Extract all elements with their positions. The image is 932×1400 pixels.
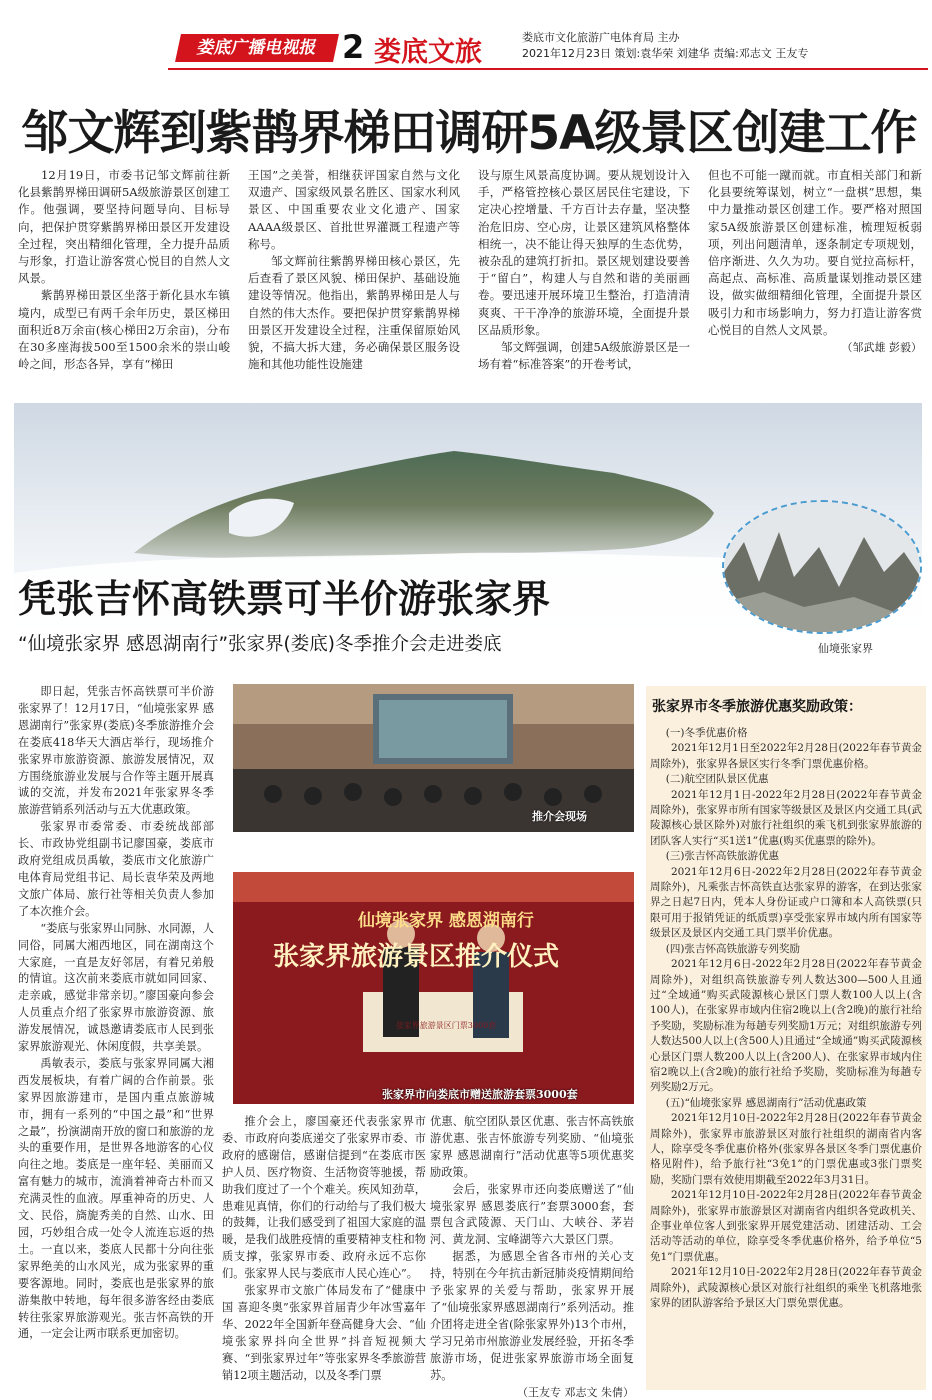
paragraph: “娄底与张家界山同脉、水同源，人同俗，同属大湘西地区，同在湖南这个大家庭，一直是友好邻居，有着兄弟般的情谊。这次前来娄底市就如同回家、走亲戚，感觉非常亲切。”廖国豪向参会人员重点介绍了张家界市旅游资源、旅游发展情况，诚恳邀请娄底市人民到张家界旅游观光、休闲度假，共享美景。 [18, 921, 214, 1054]
photo2-caption: 张家界市向娄底市赠送旅游套票3000套 [382, 1088, 578, 1101]
article2-column-1 [18, 684, 214, 1343]
masthead-info [522, 30, 808, 62]
policy-heading: (四)张吉怀高铁旅游专列奖励 [665, 942, 800, 955]
policy-text: 2021年12月6日-2022年2月28日(2022年春节黄金周除外)，凡乘张吉怀高铁直达张家界的游客，在到达张家界之日起7日内，凭本人身份证或户口簿和本人高铁票(只限可用于报销凭证的纸质票)享受张家界市域内所有国家等级景区及景区内交通工具门票半价优惠。 [650, 865, 922, 940]
policy-text: 2021年12月10日-2022年2月28日(2022年春节黄金周除外)，张家界市旅游景区对旅行社组织的湖南省内客人，除享受冬季优惠价格外(张家界各景区冬季门票优惠价格见附件)，给予旅行社“3免1”的门票优惠或3张门票奖励，奖励门票有效使用期截至2022年3月31日。 [650, 1112, 922, 1186]
paragraph: 禹敏表示，娄底与张家界同属大湘西发展板块，有着广阔的合作前景。张家界因旅游建市，是国内重点旅游城市，拥有一系列的“中国之最”和“世界之最”，扮演湖南开放的窗口和旅游的龙头的重要作用，是世界各地游客的心仪向往之地。娄底是一座年轻、美丽而又富有魅力的城市，流淌着神奇古朴而又充满灵性的血液。厚重神奇的历史、人文、民俗，旖旎秀美的自然、山水、田园，巧妙组合成一处令人流连忘返的热土。一直以来，娄底人民都十分向往张家界绝美的山水风光，成为张家界的重要客源地。同时，娄底也是张家界的旅游集散中转地，每年很多游客经由娄底转往张家界旅游观光。张吉怀高铁的开通，一定会让两市联系更加密切。 [18, 1056, 214, 1341]
paragraph: 推介会上，廖国豪还代表张家界市委、市政府向娄底递交了张家界市委、市政府的感谢信，感谢信提到“在娄底市医护人员、医疗物资、生活物资等驰援，帮助我们度过了一个个难关。疾风知劲草，患难见真情，你们的行动给与了我们极大的鼓舞，让我们感受到了祖国大家庭的温暖，是我们战胜疫情的重要精神支柱和物质支撑，张家界市委、政府永远不忘你们。张家界人民与娄底市人民心连心”。 [222, 1115, 426, 1281]
policy-text: 2021年12月10日-2022年2月28日(2022年春节黄金周除外)，武陵源核心景区对旅行社组织的乘坐飞机落地张家界的团队游客给予景区大门票免票优惠。 [650, 1266, 922, 1310]
policy-heading: (二)航空团队景区优惠 [665, 773, 769, 786]
article1-byline: （邹武雄 彭毅） [841, 341, 922, 355]
paragraph: 优惠、航空团队景区优惠、张吉怀高铁旅游优惠、张吉怀旅游专列奖励、“仙境张家界 感恩湖南行”活动优惠等5项优惠奖励政策。 [430, 1115, 634, 1179]
article1-column-3 [478, 167, 690, 373]
snowy-peaks-inset-photo [722, 500, 922, 634]
policy-text: 2021年12月6日-2022年2月28日(2022年春节黄金周除外)，对组织高铁旅游专列人数达300—500人且通过“全域通”购买武陵源核心景区门票人数100人以上(含100人)，在张家界市域内住宿2晚以上(含2晚)的旅行社给予奖励，奖励标准为每趟专列奖励1万元；对组织旅游专列人数达500人以上(含500人)且通过“全域通”购买武陵源核心景区门票人数200人以上(含200人)、在张家界市域内住宿2晚以上(含2晚)的旅行社给予奖励，奖励标准为每趟专列奖励2万元。 [650, 958, 922, 1094]
publication-badge: 娄底广播电视报 [175, 34, 339, 62]
photo1-caption: 推介会现场 [532, 810, 587, 823]
policy-heading: (一)冬季优惠价格 [665, 727, 748, 739]
paragraph: 邹文辉强调，创建5A级旅游景区是一场有着“标准答案”的开卷考试， [478, 340, 690, 372]
inset-photo-caption: 仙境张家界 [818, 642, 873, 655]
policy-text: 2021年12月1日-2022年2月28日(2022年春节黄金周除外)，张家界市所有国家等级景区及景区内交通工具(武陵源核心景区除外)对旅行社组织的乘飞机到张家界旅游的团队客人实行“买1送1”优惠(购买优惠票的除外)。 [650, 788, 922, 847]
paragraph: 会后，张家界市还向娄底赠送了“仙境张家界 感恩娄底行”套票3000套，套票包含武陵源、天门山、大峡谷、茅岩河、黄龙洞、宝峰湖等六大景区门票。 [430, 1182, 634, 1247]
paragraph: 邹文辉前往紫鹊界梯田核心景区，先后查看了景区风貌、梯田保护、基础设施建设等情况。他指出，紫鹊界梯田是人与自然的伟大杰作。要把保护贯穿紫鹊界梯田景区开发建设全过程，注重保留原始风貌，不搞大拆大建，务必确保景区服务设施和其他功能性设施建 [248, 254, 460, 372]
article1-column-4 [708, 167, 922, 356]
article1-column-1 [18, 167, 230, 373]
article2-subheadline: “仙境张家界 感恩湖南行”张家界(娄底)冬季推介会走进娄底 [18, 634, 502, 655]
article2-headline: 凭张吉怀高铁票可半价游张家界 [18, 577, 551, 621]
policy-text: 2021年12月10日-2022年2月28日(2022年春节黄金周除外)，张家界市旅游景区对湖南省内组织各党政机关、企事业单位客人到张家界开展党建活动、团建活动、工会活动等活动的单位，除享受冬季优惠价格外，给予单位“5免1”门票优惠。 [650, 1189, 922, 1263]
paragraph: 设与原生风景高度协调。要从规划设计入手，严格管控核心景区居民住宅建设，下定决心控增量、千方百计去存量，坚决整治危旧房、空心房，让景区建筑风格整体相统一，决不能让得天独厚的生态优势，被杂乱的建筑打折扣。景区规划建设要善于“留白”，构建人与自然和谐的美丽画卷。要迅速开展环境卫生整治，打造清清爽爽、干干净净的旅游环境，全面提升景区品质形象。 [478, 168, 690, 337]
section-title: 娄底文旅 [374, 37, 482, 68]
masthead [0, 0, 932, 70]
policy-heading: (三)张吉怀高铁旅游优惠 [665, 850, 779, 863]
sponsor-line: 娄底市文化旅游广电体育局 主办 [522, 31, 680, 44]
paragraph: 即日起，凭张吉怀高铁票可半价游张家界了！12月17日，“仙境张家界 感恩湖南行”张家界(娄底)冬季旅游推介会在娄底418华天大酒店举行，现场推介张家界市旅游资源、旅游发展情况，双方围绕旅游业发展与合作等主题开展真诚的交流，并发布2021年张家界冬季旅游营销系列活动与五大优惠政策。 [18, 685, 214, 817]
paragraph: 王国”之美誉，相继获评国家自然与文化双遗产、国家级风景名胜区、国家水利风景区、中国重要农业文化遗产、国家AAAA级景区、首批世界灌溉工程遗产等称号。 [248, 168, 460, 251]
ticket-donation-photo [233, 872, 634, 1104]
article2-column-2 [222, 1114, 426, 1385]
paragraph: 但也不可能一蹴而就。市直相关部门和新化县要统筹谋划，树立“一盘棋”思想，集中力量推动景区创建工作。要严格对照国家5A级旅游景区创建标准，梳理短板弱项，列出问题清单，逐条制定专项规划，倍序渐进、久久为功。要自觉拉高标杆，高起点、高标准、高质量谋划推动景区建设，做实做细精细化管理，全面提升景区吸引力和市场影响力，努力打造让游客赏心悦目的自然人文风景。 [708, 168, 922, 337]
paragraph: 紫鹊界梯田景区坐落于新化县水车镇境内，成型已有两千余年历史，景区梯田面积近8万余亩(核心梯田2万余亩)，分布在30多座海拔500至1500余米的崇山峻岭之间，形态各异，享有“梯田 [18, 288, 230, 372]
policy-list [650, 726, 922, 1311]
article1-column-2 [248, 167, 460, 373]
banner-line-2: 张家界旅游景区推介仪式 [273, 942, 560, 972]
paragraph: 张家界市委常委、市委统战部部长、市政协党组副书记廖国豪，娄底市政府党组成员禹敏，娄底市文化旅游广电体育局党组书记、局长袁华荣及两地文旅广体局、旅行社等相关负责人参加了本次推介会。 [18, 820, 214, 918]
paragraph: 张家界市文旅广体局发布了“健康中国 喜迎冬奥”张家界首届青少年冰雪嘉年华、2022年全国新年登高健身大会、“仙境张家界抖向全世界”抖音短视频大赛、“到张家界过年”等张家界冬季旅游营销12项主题活动，以及冬季门票 [222, 1284, 426, 1382]
masthead-rule [168, 68, 928, 70]
article2-byline: （王友专 邓志文 朱倩） [517, 1385, 634, 1399]
ticket-board-text: 张家界旅游景区门票3000套 [395, 1021, 497, 1030]
policy-heading: (五)“仙境张家界 感恩湖南行”活动优惠政策 [665, 1096, 867, 1109]
paragraph: 12月19日，市委书记邹文辉前往新化县紫鹊界梯田调研5A级旅游景区创建工作。他强调，要坚持问题导向、目标导向，把保护贯穿紫鹊界梯田景区开发建设全过程，突出精细化管理，全力提升品质与形象，打造让游客赏心悦目的自然人文风景。 [18, 168, 230, 286]
banner-line-1: 仙境张家界 感恩湖南行 [358, 911, 534, 931]
page-number: 2 [342, 28, 365, 66]
article1-headline: 邹文辉到紫鹊界梯田调研5A级景区创建工作 [21, 106, 917, 161]
credits-line: 2021年12月23日 策划:袁华荣 刘建华 责编:邓志文 王友专 [522, 47, 809, 60]
paragraph: 据悉，为感恩全省各市州的关心支持，特别在今年抗击新冠肺炎疫情期间给予张家界的关爱与帮助，张家界开展了“仙境张家界感恩湖南行”系列活动。推介团将走进全省(除张家界外)13个市州，学习兄弟市州旅游业发展经验，开拓冬季旅游市场，促进张家界旅游市场全面复苏。 [430, 1250, 634, 1382]
policy-title: 张家界市冬季旅游优惠奖励政策： [652, 699, 862, 715]
article2-column-3 [430, 1114, 634, 1400]
policy-text: 2021年12月1日至2022年2月28日(2022年春节黄金周除外)，张家界各景区实行冬季门票优惠价格。 [650, 742, 922, 770]
